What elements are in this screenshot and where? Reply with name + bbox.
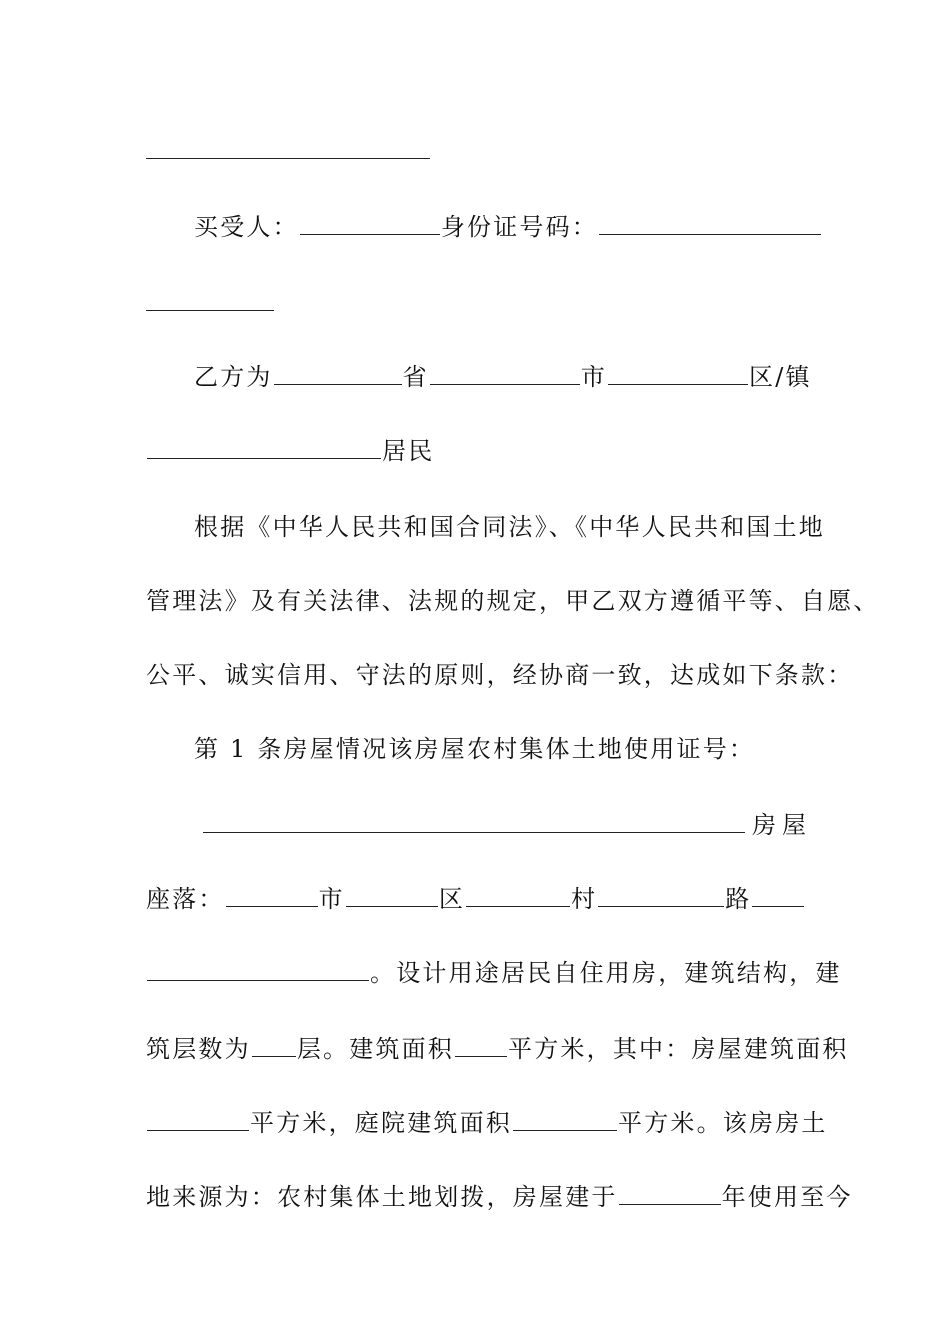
loc-district-blank (346, 884, 438, 907)
address-continued-blank (147, 958, 369, 981)
city-label: 市 (580, 363, 608, 391)
blank-line-top (146, 158, 430, 159)
loc-district-label: 区 (438, 885, 466, 913)
house-area-blank (147, 1108, 249, 1131)
id-number-blank (599, 212, 821, 235)
party-b-prefix: 乙方为 (194, 363, 273, 391)
district-blank (608, 362, 748, 385)
loc-village-blank (466, 884, 570, 907)
province-blank (274, 362, 402, 385)
land-source-line (146, 1182, 853, 1212)
resident-label: 居民 (382, 437, 435, 465)
floors-prefix: 筑层数为 (146, 1035, 251, 1063)
loc-village-label: 村 (571, 885, 598, 913)
usage-line (146, 958, 842, 988)
city-blank (430, 362, 580, 385)
id-number-blank-continued (146, 310, 274, 311)
yard-area-blank (513, 1108, 617, 1131)
party-b-line (194, 362, 812, 392)
certificate-number-blank (203, 810, 745, 833)
location-label: 座落： (146, 885, 225, 913)
build-year-blank (619, 1182, 721, 1205)
buyer-line (194, 212, 806, 242)
area-line (146, 1108, 828, 1138)
location-line (146, 884, 806, 914)
resident-line (146, 436, 806, 466)
sqm-2-text: 平方米，庭院建筑面积 (250, 1109, 512, 1137)
usage-text: 。设计用途居民自住用房，建筑结构，建 (370, 959, 842, 987)
loc-number-blank (752, 884, 804, 907)
floors-blank (252, 1034, 296, 1057)
district-town-label: 区/镇 (749, 363, 812, 391)
total-area-blank (455, 1034, 507, 1057)
land-source-text: 地来源为：农村集体土地划拨，房屋建于 (146, 1183, 618, 1211)
province-label: 省 (402, 363, 429, 391)
floors-line (146, 1034, 849, 1064)
buyer-name-blank (300, 212, 440, 235)
id-label: 身份证号码： (440, 213, 599, 241)
sqm-3-text: 平方米。该房房土 (618, 1109, 828, 1137)
street-blank (147, 436, 381, 459)
loc-road-blank (598, 884, 724, 907)
house-word: 房屋 (752, 811, 812, 839)
para1-line3: 公平、诚实信用、守法的原则，经协商一致，达成如下条款： (146, 661, 854, 689)
loc-city-blank (226, 884, 318, 907)
article1-heading: 第 1 条房屋情况该房屋农村集体土地使用证号： (194, 735, 756, 763)
para1-line1: 根据《中华人民共和国合同法》、《中华人民共和国土地 (194, 513, 825, 541)
sqm-1-text: 平方米，其中：房屋建筑面积 (508, 1035, 849, 1063)
buyer-label: 买受人： (194, 213, 299, 241)
floors-suffix: 层。建筑面积 (296, 1035, 455, 1063)
year-suffix: 年使用至今 (721, 1183, 853, 1211)
para1-line2: 管理法》及有关法律、法规的规定，甲乙双方遵循平等、自愿、 (146, 587, 880, 615)
certificate-line (202, 810, 812, 840)
loc-road-label: 路 (725, 885, 752, 913)
loc-city-label: 市 (318, 885, 345, 913)
